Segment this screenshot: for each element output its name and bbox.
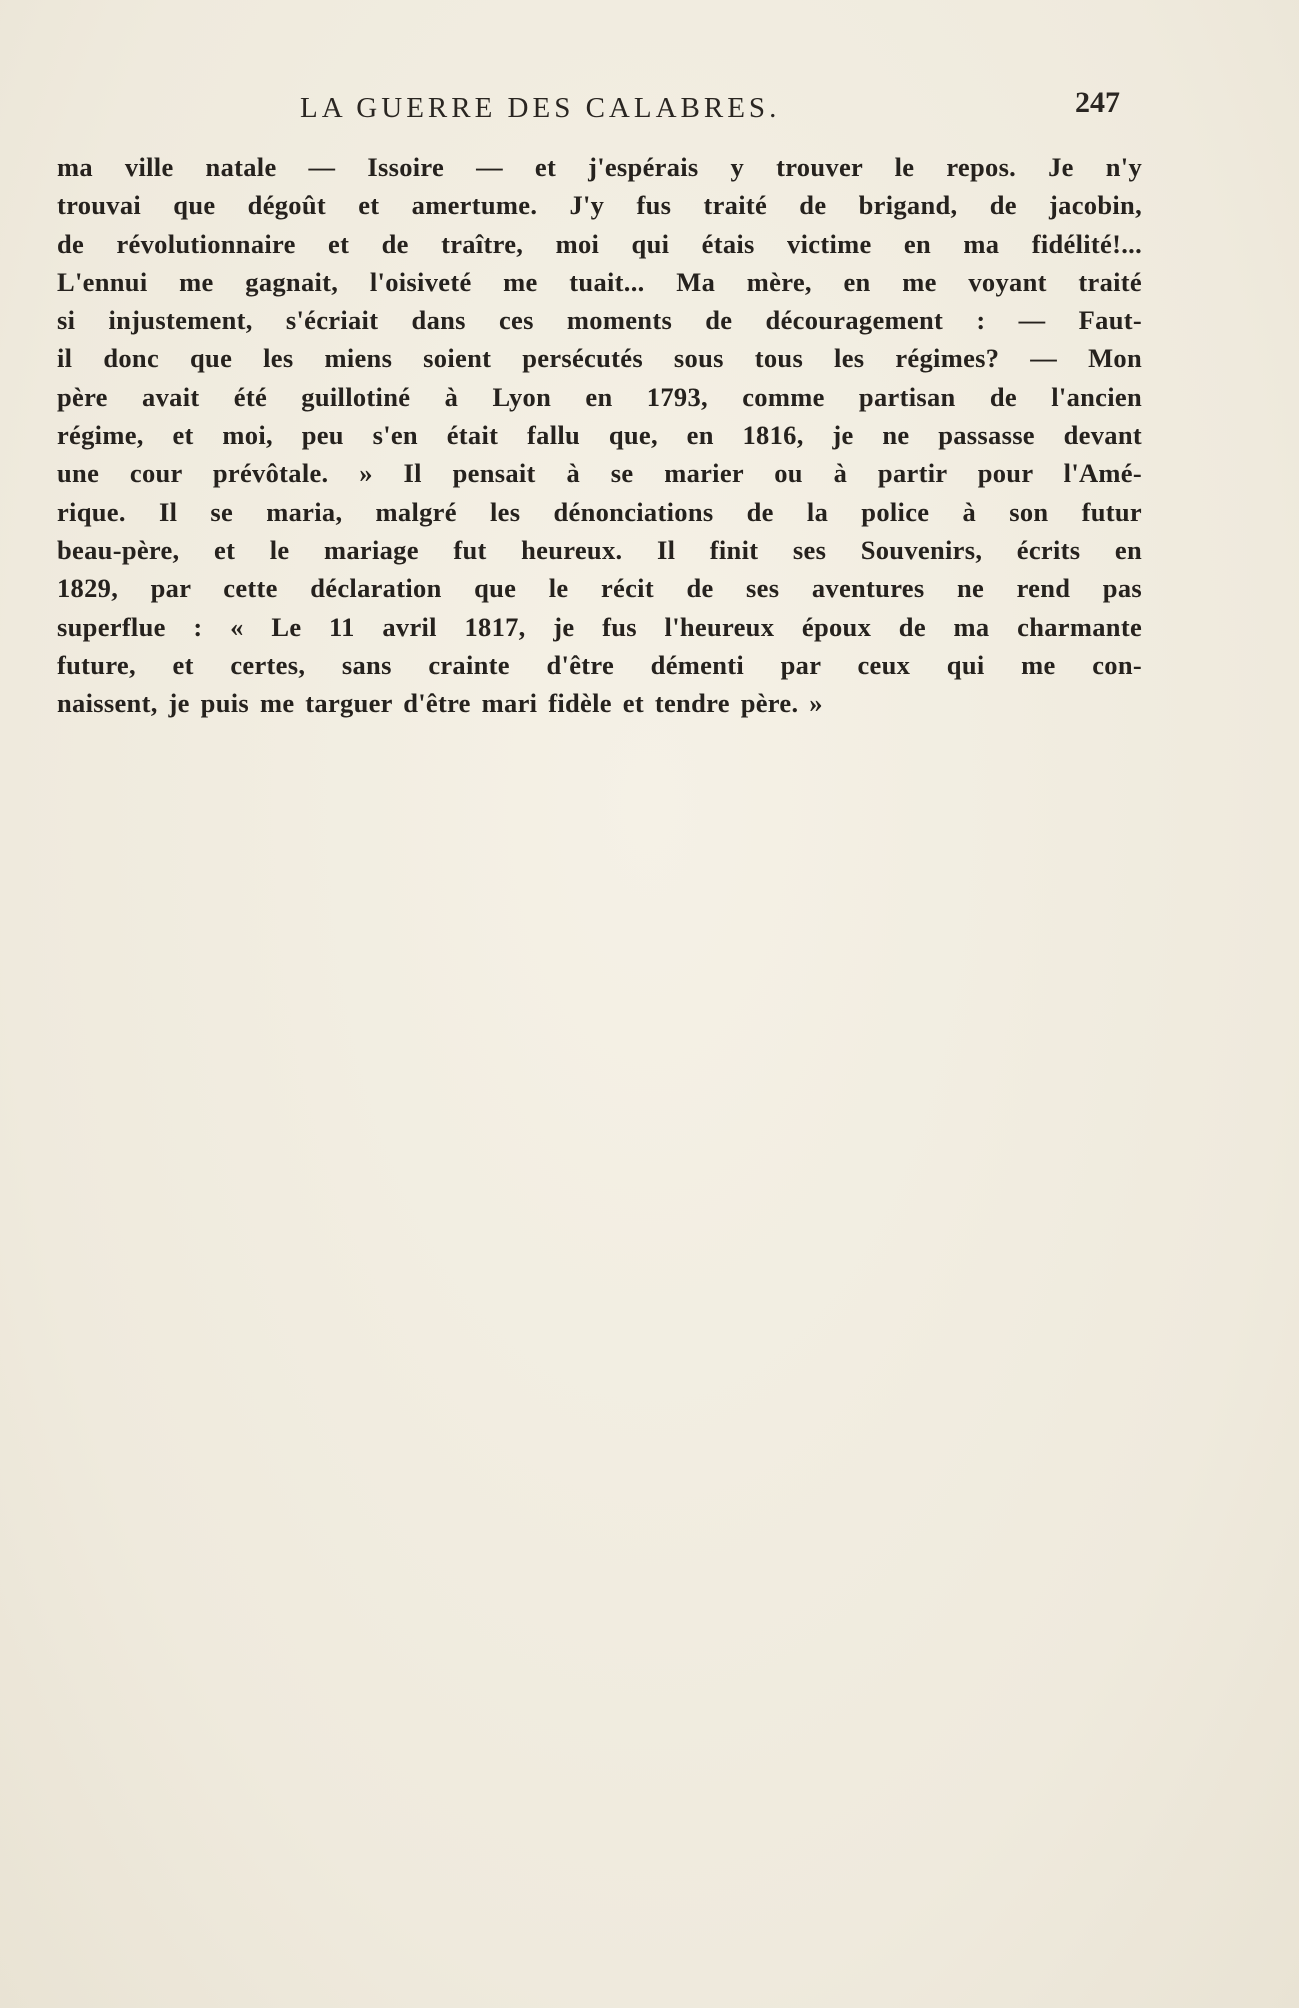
text-line: L'ennui me gagnait, l'oisiveté me tuait... Ma mère, en me voyant traité: [57, 266, 1142, 297]
text-line: une cour prévôtale. » Il pensait à se marier ou à partir pour l'Amé-: [57, 458, 1142, 489]
page-number: 247: [1075, 86, 1120, 119]
body-text: [57, 148, 1142, 722]
text-line: 1829, par cette déclaration que le récit de ses aventures ne rend pas: [57, 573, 1142, 604]
text-line: future, et certes, sans crainte d'être démenti par ceux qui me con-: [57, 649, 1142, 680]
running-title: LA GUERRE DES CALABRES.: [300, 92, 781, 124]
text-line: superflue : « Le 11 avril 1817, je fus l'heureux époux de ma charmante: [57, 611, 1142, 642]
text-line: si injustement, s'écriait dans ces moments de découragement : — Faut-: [57, 305, 1142, 336]
text-line: ma ville natale — Issoire — et j'espérais y trouver le repos. Je n'y: [57, 152, 1142, 182]
text-line: beau-père, et le mariage fut heureux. Il finit ses Souvenirs, écrits en: [57, 534, 1142, 565]
text-line: de révolutionnaire et de traître, moi qui étais victime en ma fidélité!...: [57, 228, 1142, 259]
text-line: trouvai que dégoût et amertume. J'y fus traité de brigand, de jacobin,: [57, 190, 1142, 221]
text-line: père avait été guillotiné à Lyon en 1793, comme partisan de l'ancien: [57, 381, 1142, 412]
text-line: il donc que les miens soient persécutés sous tous les régimes? — Mon: [57, 343, 1142, 374]
text-line: rique. Il se maria, malgré les dénonciations de la police à son futur: [57, 496, 1142, 527]
running-head: [0, 86, 1299, 132]
text-line: régime, et moi, peu s'en était fallu que, en 1816, je ne passasse devant: [57, 420, 1142, 451]
text-line-last: naissent, je puis me targuer d'être mari fidèle et tendre père. »: [57, 688, 823, 719]
